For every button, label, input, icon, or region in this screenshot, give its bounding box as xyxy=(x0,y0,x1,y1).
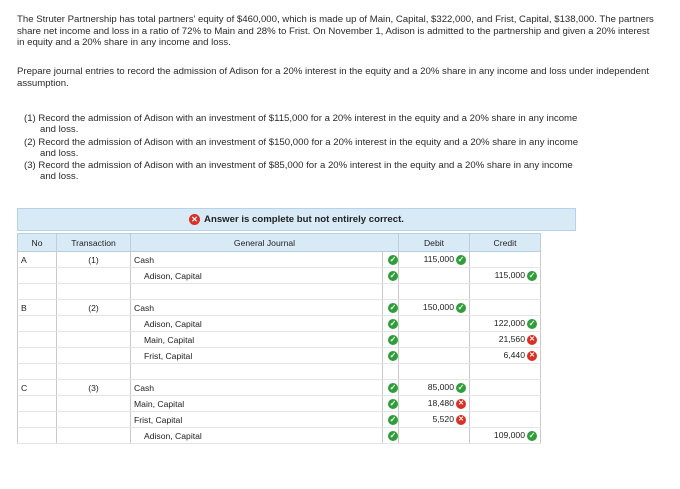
account-field xyxy=(131,364,383,380)
debit-field[interactable] xyxy=(399,268,470,284)
credit-field[interactable] xyxy=(470,412,541,428)
problem-instruction: Prepare journal entries to record the admission of Adison for a 20% interest in the equity and a 20% share in any income and loss under independent assumption. xyxy=(17,66,649,89)
debit-field[interactable] xyxy=(399,380,470,396)
table-row xyxy=(18,348,541,364)
entry-no xyxy=(18,284,57,300)
account-field[interactable]: Cash xyxy=(131,380,383,396)
account-field[interactable]: Frist, Capital xyxy=(131,412,383,428)
check-circle-icon: ✓ xyxy=(389,254,397,264)
credit-field xyxy=(470,284,541,300)
table-row xyxy=(18,412,541,428)
debit-value: 150,000 xyxy=(422,302,454,313)
credit-field[interactable] xyxy=(470,348,541,364)
requirement-2 xyxy=(24,137,644,159)
requirement-2-cont: and loss. xyxy=(40,148,79,159)
table-row xyxy=(18,332,541,348)
x-circle-icon: ✕ xyxy=(456,399,466,409)
credit-value: 109,000 xyxy=(493,430,525,441)
debit-field[interactable] xyxy=(399,300,470,316)
debit-field[interactable] xyxy=(399,428,470,444)
entry-no xyxy=(18,316,57,332)
check-circle-icon: ✓ xyxy=(389,414,397,424)
entry-no xyxy=(18,364,57,380)
debit-field xyxy=(399,284,470,300)
debit-field[interactable] xyxy=(399,332,470,348)
debit-value: 85,000 xyxy=(427,382,454,393)
credit-value: 21,560 xyxy=(498,334,525,345)
account-field[interactable]: Adison, Capital xyxy=(131,316,383,332)
entry-no xyxy=(18,348,57,364)
account-status xyxy=(383,268,399,284)
entry-no xyxy=(18,332,57,348)
account-status xyxy=(383,316,399,332)
header-no: No xyxy=(18,234,57,252)
credit-value: 6,440 xyxy=(503,350,525,361)
header-credit: Credit xyxy=(470,234,541,252)
table-row xyxy=(18,428,541,444)
transaction-ref xyxy=(57,316,131,332)
check-circle-icon: ✓ xyxy=(528,270,536,280)
transaction-ref: (3) xyxy=(57,380,131,396)
entry-no: A xyxy=(18,252,57,268)
account-status xyxy=(383,412,399,428)
table-row xyxy=(18,396,541,412)
check-circle-icon: ✓ xyxy=(528,430,536,440)
table-row xyxy=(18,316,541,332)
transaction-ref xyxy=(57,268,131,284)
requirement-3 xyxy=(24,160,644,182)
check-circle-icon: ✓ xyxy=(389,430,397,440)
journal-table xyxy=(17,233,541,444)
table-row xyxy=(18,284,541,300)
account-status xyxy=(383,300,399,316)
credit-field[interactable] xyxy=(470,268,541,284)
requirement-1-cont: and loss. xyxy=(40,124,79,135)
requirement-1-text: (1) Record the admission of Adison with an investment of $115,000 for a 20% interest in the equity and a 20% share in any income xyxy=(24,113,578,124)
entry-no: B xyxy=(18,300,57,316)
header-general-journal: General Journal xyxy=(131,234,399,252)
requirement-2-text: (2) Record the admission of Adison with an investment of $150,000 for a 20% interest in the equity and a 20% share in any income xyxy=(24,137,579,148)
account-status xyxy=(383,396,399,412)
debit-field xyxy=(399,364,470,380)
transaction-ref: (2) xyxy=(57,300,131,316)
table-row xyxy=(18,268,541,284)
account-status xyxy=(383,252,399,268)
check-circle-icon: ✓ xyxy=(389,398,397,408)
transaction-ref xyxy=(57,428,131,444)
transaction-ref xyxy=(57,284,131,300)
debit-value: 115,000 xyxy=(423,254,454,265)
credit-field[interactable] xyxy=(470,300,541,316)
account-status xyxy=(383,348,399,364)
credit-field[interactable] xyxy=(470,428,541,444)
entry-no xyxy=(18,428,57,444)
account-field[interactable]: Main, Capital xyxy=(131,332,383,348)
account-field[interactable]: Cash xyxy=(131,300,383,316)
debit-field[interactable] xyxy=(399,316,470,332)
credit-field[interactable] xyxy=(470,252,541,268)
check-circle-icon: ✓ xyxy=(389,302,397,312)
x-circle-icon: ✕ xyxy=(456,415,466,425)
debit-field[interactable] xyxy=(399,396,470,412)
account-field[interactable]: Main, Capital xyxy=(131,396,383,412)
credit-field[interactable] xyxy=(470,396,541,412)
entry-no xyxy=(18,412,57,428)
check-circle-icon: ✓ xyxy=(389,350,397,360)
requirement-3-cont: and loss. xyxy=(40,171,79,182)
x-circle-icon: ✕ xyxy=(527,335,537,345)
transaction-ref: (1) xyxy=(57,252,131,268)
check-circle-icon: ✓ xyxy=(389,334,397,344)
x-circle-icon: ✕ xyxy=(189,214,200,225)
account-field[interactable]: Frist, Capital xyxy=(131,348,383,364)
transaction-ref xyxy=(57,332,131,348)
check-circle-icon: ✓ xyxy=(528,318,536,328)
transaction-ref xyxy=(57,348,131,364)
account-status xyxy=(383,364,399,380)
check-circle-icon: ✓ xyxy=(389,270,397,280)
answer-status-text: Answer is complete but not entirely correct. xyxy=(204,214,404,225)
credit-field xyxy=(470,364,541,380)
credit-value: 115,000 xyxy=(494,270,525,281)
debit-value: 18,480 xyxy=(427,398,454,409)
check-circle-icon: ✓ xyxy=(457,382,465,392)
entry-no: C xyxy=(18,380,57,396)
entry-no xyxy=(18,268,57,284)
debit-value: 5,520 xyxy=(432,414,454,425)
answer-status-banner xyxy=(17,208,576,231)
table-row xyxy=(18,364,541,380)
debit-field[interactable] xyxy=(399,252,470,268)
account-status xyxy=(383,284,399,300)
requirement-1 xyxy=(24,113,644,135)
transaction-ref xyxy=(57,364,131,380)
check-circle-icon: ✓ xyxy=(457,254,465,264)
transaction-ref xyxy=(57,412,131,428)
credit-field[interactable] xyxy=(470,380,541,396)
account-field[interactable]: Cash xyxy=(131,252,383,268)
credit-field[interactable] xyxy=(470,332,541,348)
debit-field[interactable] xyxy=(399,412,470,428)
check-circle-icon: ✓ xyxy=(389,382,397,392)
check-circle-icon: ✓ xyxy=(457,302,465,312)
entry-no xyxy=(18,396,57,412)
account-status xyxy=(383,428,399,444)
table-row xyxy=(18,252,541,268)
credit-value: 122,000 xyxy=(493,318,525,329)
transaction-ref xyxy=(57,396,131,412)
header-transaction: Transaction xyxy=(57,234,131,252)
requirement-3-text: (3) Record the admission of Adison with an investment of $85,000 for a 20% interest in the equity and a 20% share in any income xyxy=(24,160,573,171)
credit-field[interactable] xyxy=(470,316,541,332)
table-row xyxy=(18,380,541,396)
check-circle-icon: ✓ xyxy=(389,318,397,328)
account-status xyxy=(383,380,399,396)
account-field[interactable]: Adison, Capital xyxy=(131,268,383,284)
x-circle-icon: ✕ xyxy=(527,351,537,361)
account-status xyxy=(383,332,399,348)
debit-field[interactable] xyxy=(399,348,470,364)
table-row xyxy=(18,300,541,316)
problem-intro: The Struter Partnership has total partners' equity of $460,000, which is made up of Main, Capital, $322,000, and Frist, Capital, $138,000. The partners share net income and loss in a ratio of 72% to Main and 28% to Frist. On November 1, Adison is admitted to the partnership and given a 20% interest in equity and a 20% share in any income and loss. xyxy=(17,14,654,49)
account-field[interactable]: Adison, Capital xyxy=(131,428,383,444)
header-debit: Debit xyxy=(399,234,470,252)
account-field xyxy=(131,284,383,300)
